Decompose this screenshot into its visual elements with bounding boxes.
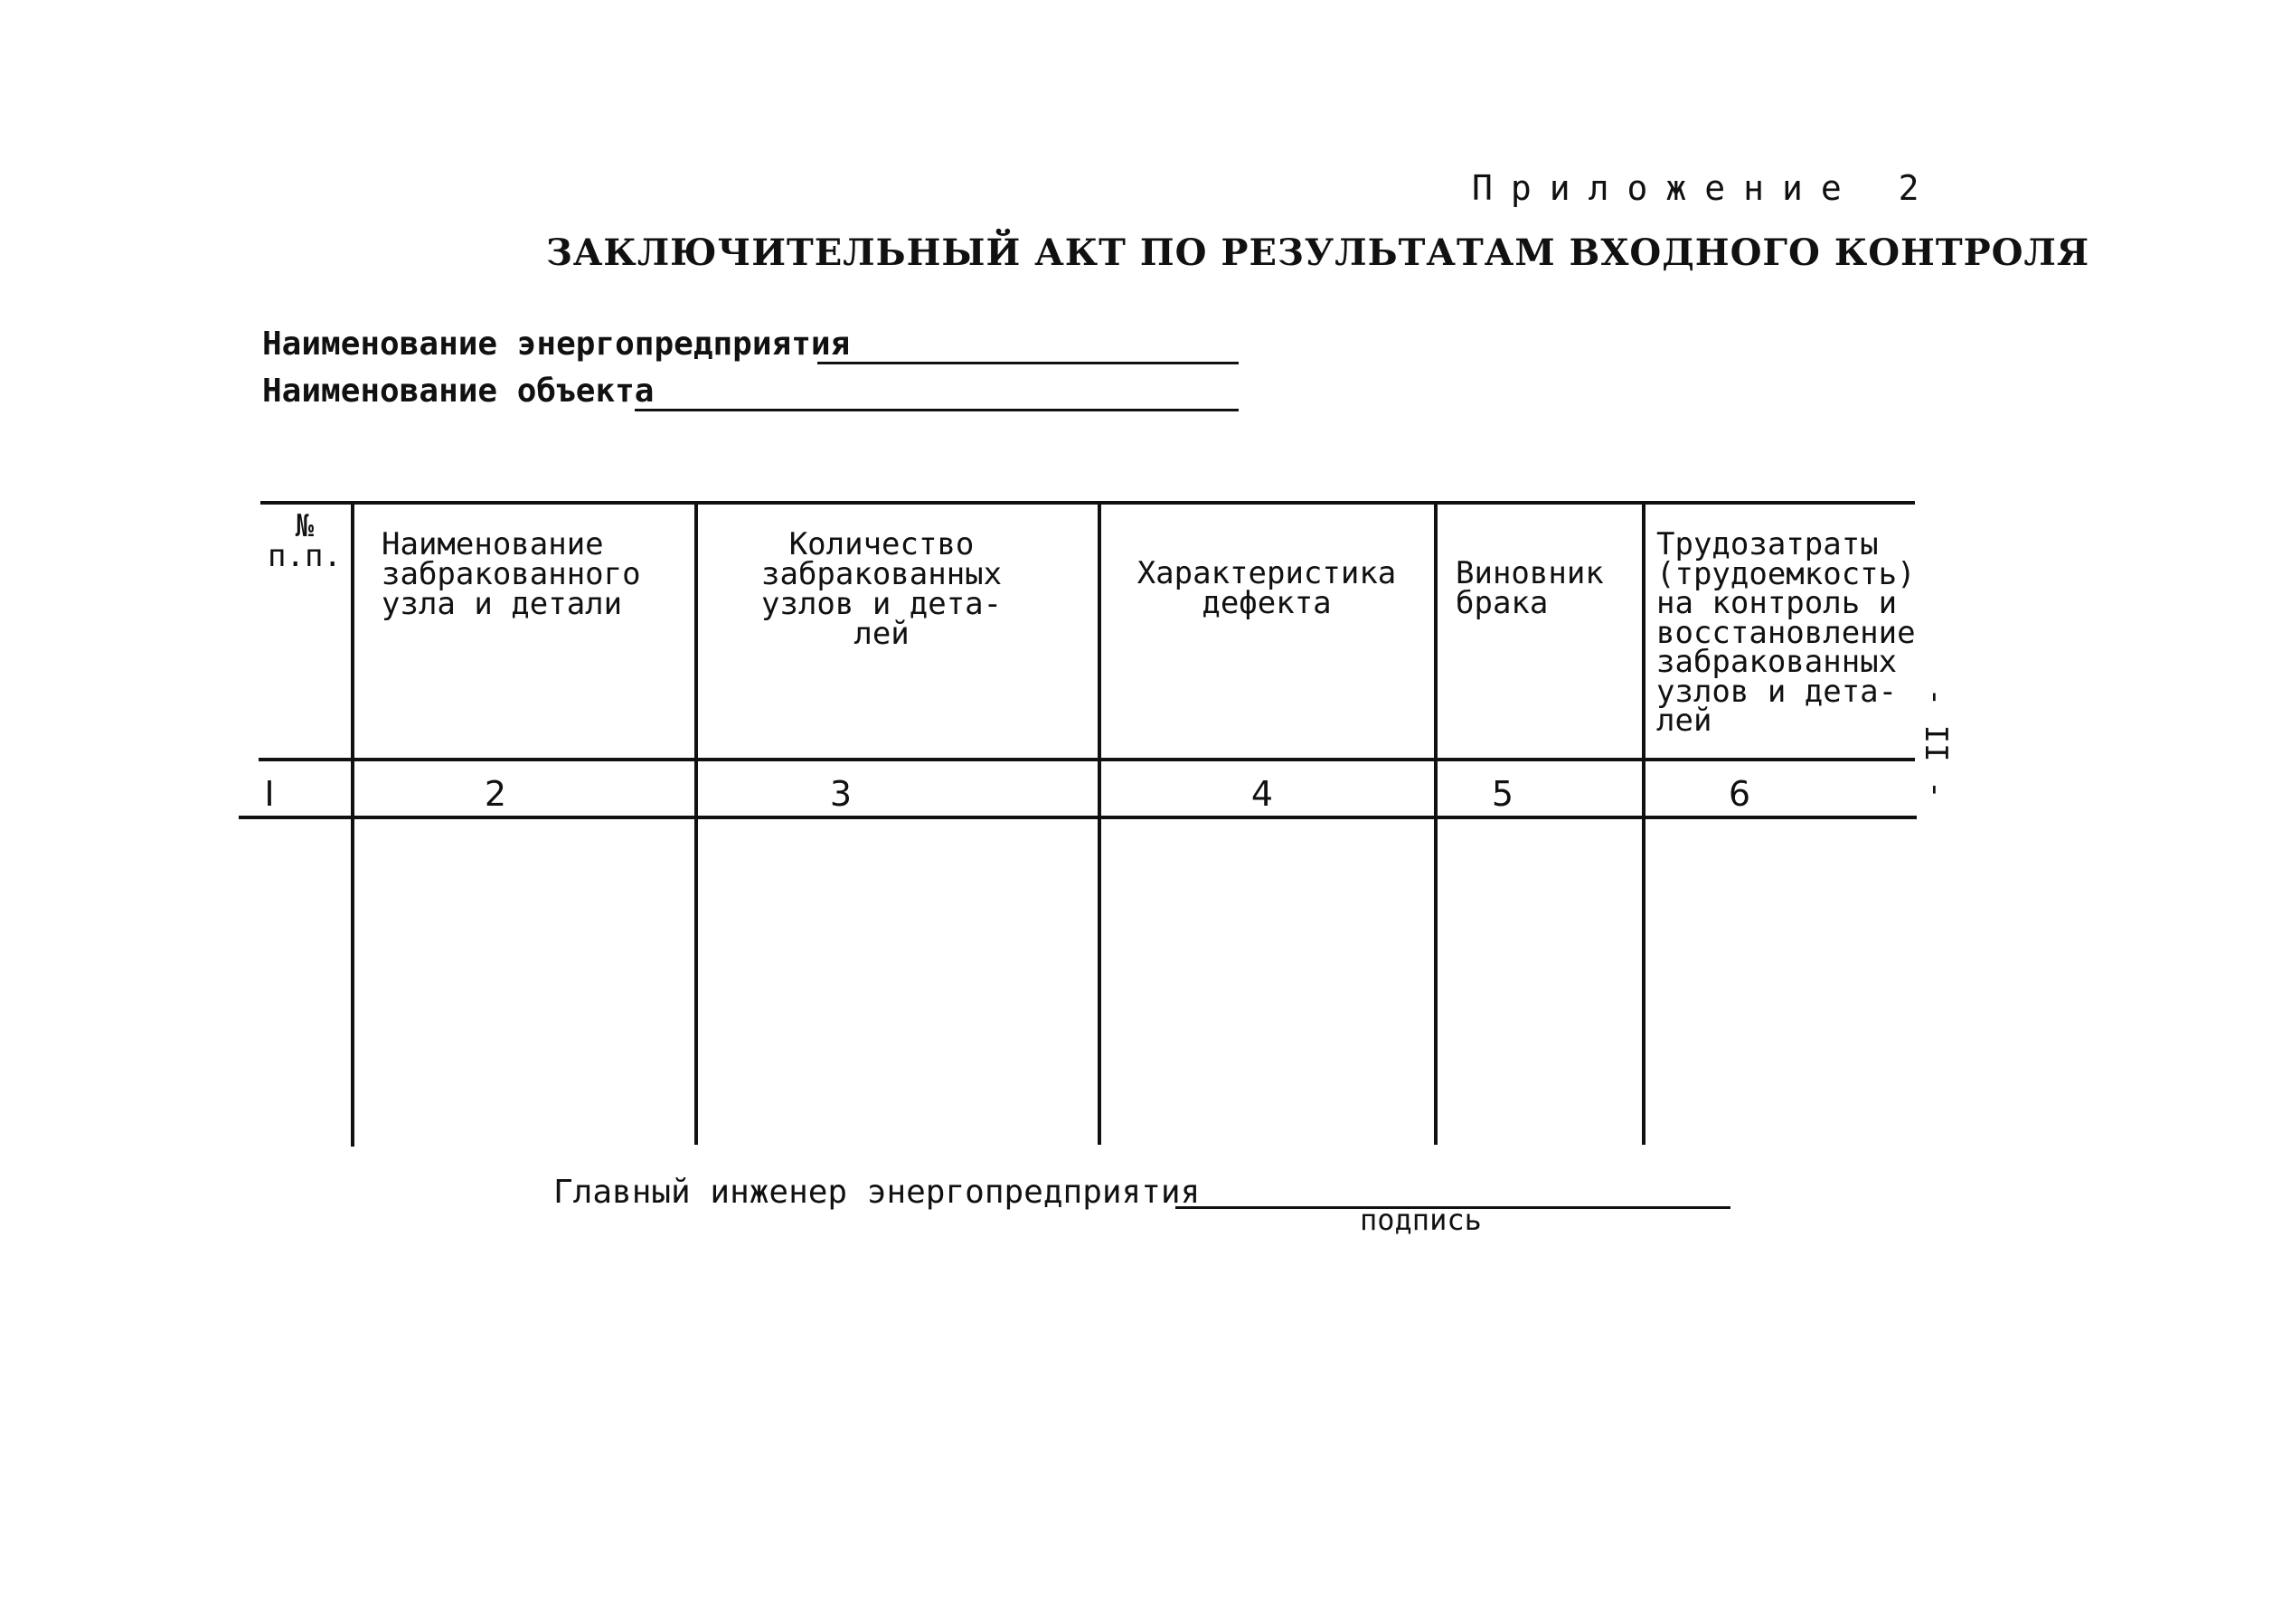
table-col-divider xyxy=(351,503,354,1147)
table-col-divider xyxy=(1098,503,1101,1145)
signature-label: Главный инженер энергопредприятия xyxy=(553,1174,1201,1211)
field-label-enterprise: Наименование энергопредприятия xyxy=(262,326,851,363)
signature-caption: подпись xyxy=(1360,1203,1482,1237)
column-number: I xyxy=(264,774,275,814)
appendix-label: Приложение 2 xyxy=(1472,168,1938,208)
header-cell-defect: Характеристика дефекта xyxy=(1136,555,1397,621)
field-label-object: Наименование объекта xyxy=(262,373,655,410)
column-number: 6 xyxy=(1728,774,1751,814)
table-number-rule xyxy=(239,816,1917,819)
page-number xyxy=(1913,680,1954,807)
document-title: ЗАКЛЮЧИТЕЛЬНЫЙ АКТ ПО РЕЗУЛЬТАТАМ ВХОДНОГО КОНТРОЛЯ xyxy=(546,231,2090,274)
header-cell-labor: Трудозатраты (трудоемкость) на контроль и восстановление забракованных узлов и дета- лей xyxy=(1656,526,1916,739)
table-header-rule xyxy=(259,758,1915,761)
header-cell-name: Наименование забракованного узла и детали xyxy=(382,526,641,622)
column-number: 3 xyxy=(829,774,853,814)
column-number: 4 xyxy=(1250,774,1274,814)
table-col-divider xyxy=(694,503,698,1145)
page-number-text: - II - xyxy=(1918,687,1954,799)
field-line-enterprise xyxy=(817,362,1239,364)
header-cell-quantity: Количество забракованных узлов и дета- лей xyxy=(761,526,1003,652)
column-number: 5 xyxy=(1491,774,1514,814)
field-line-object xyxy=(635,409,1239,411)
header-cell-number: № п.п. xyxy=(268,508,342,574)
header-cell-culprit: Виновник брака xyxy=(1456,555,1604,621)
table-col-divider xyxy=(1434,503,1438,1145)
table-top-rule xyxy=(260,501,1915,505)
column-number: 2 xyxy=(484,774,507,814)
table-col-divider xyxy=(1642,503,1645,1145)
